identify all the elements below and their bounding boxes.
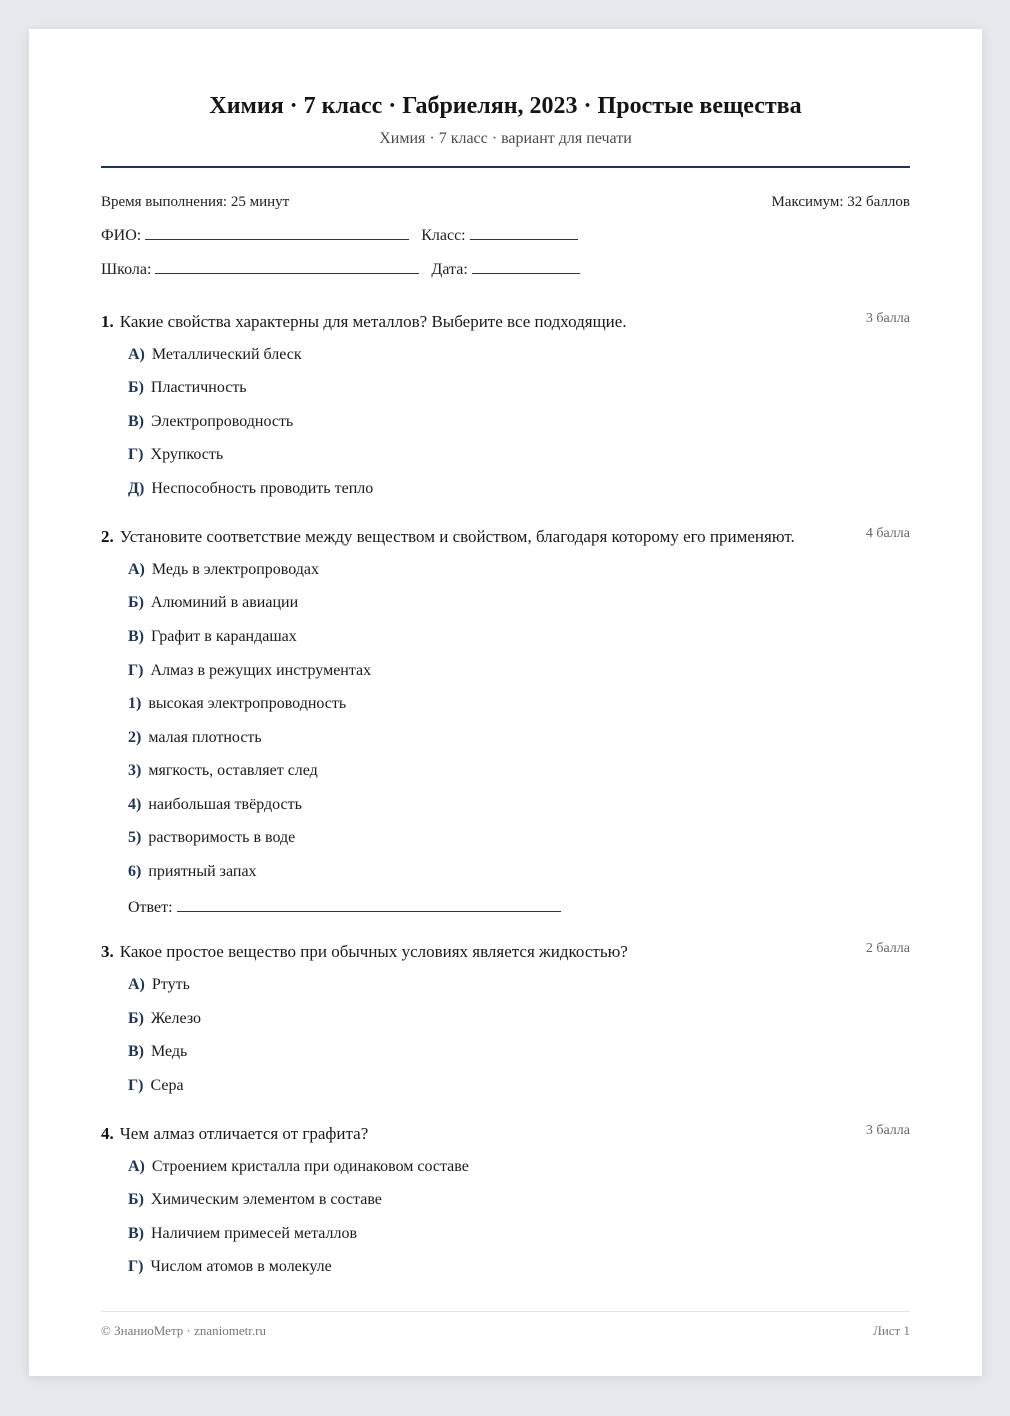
match-property-5 (128, 829, 295, 847)
option-text: Наличием примесей металлов (151, 1225, 358, 1242)
class-field[interactable] (470, 225, 578, 240)
option-v[interactable] (128, 1043, 187, 1061)
option-label: Д) (128, 480, 145, 497)
question-points: 3 балла (865, 311, 910, 326)
option-g[interactable] (128, 1077, 184, 1095)
option-text: приятный запах (148, 863, 257, 880)
option-a[interactable] (128, 346, 302, 364)
option-label: 4) (128, 796, 142, 813)
match-item-b (128, 594, 298, 612)
student-fields-row-1 (101, 225, 590, 245)
option-text: Медь (151, 1043, 188, 1060)
option-g[interactable] (128, 446, 223, 464)
question-points: 4 балла (865, 526, 910, 541)
match-property-3 (128, 762, 318, 780)
date-label: Дата: (431, 261, 468, 278)
option-g[interactable] (128, 1258, 332, 1276)
answer-label: Ответ: (128, 899, 173, 916)
max-score: Максимум: 32 баллов (771, 194, 910, 210)
question-points: 2 балла (865, 941, 910, 956)
option-text: Сера (150, 1077, 184, 1094)
option-label: В) (128, 1043, 144, 1060)
option-text: Алмаз в режущих инструментах (150, 662, 372, 679)
question-header (101, 1123, 910, 1145)
option-text: Медь в электропроводах (151, 561, 319, 578)
question-text: Установите соответствие между веществом и свойством, благодаря которому его применяют. (119, 527, 795, 546)
question-2 (101, 526, 910, 916)
option-label: В) (128, 628, 144, 645)
match-item-v (128, 628, 297, 646)
question-number: 4. (101, 1124, 114, 1143)
option-text: Железо (150, 1010, 202, 1027)
question-1 (101, 311, 910, 497)
option-label: Г) (128, 1258, 144, 1275)
question-header (101, 526, 910, 548)
option-text: растворимость в воде (148, 829, 296, 846)
match-item-g (128, 662, 371, 680)
option-text: Пластичность (150, 379, 247, 396)
question-text: Чем алмаз отличается от графита? (119, 1124, 369, 1143)
option-text: малая плотность (148, 729, 262, 746)
question-text: Какое простое вещество при обычных условиях является жидкостью? (119, 942, 628, 961)
option-d[interactable] (128, 480, 373, 498)
option-label: 1) (128, 695, 142, 712)
class-label: Класс: (421, 227, 466, 244)
match-property-2 (128, 729, 262, 747)
option-a[interactable] (128, 1158, 469, 1176)
option-b[interactable] (128, 379, 247, 397)
meta-row (101, 194, 910, 211)
student-fields-row-2 (101, 259, 592, 279)
option-text: Ртуть (151, 976, 190, 993)
page-subtitle: Химия · 7 класс · вариант для печати (379, 130, 632, 147)
option-label: А) (128, 346, 145, 363)
option-text: высокая электропроводность (148, 695, 347, 712)
question-points: 3 балла (865, 1123, 910, 1138)
question-4 (101, 1123, 910, 1275)
time-limit: Время выполнения: 25 минут (101, 194, 290, 210)
option-text: мягкость, оставляет след (148, 762, 318, 779)
school-label: Школа: (101, 261, 152, 278)
option-label: 5) (128, 829, 142, 846)
option-label: Б) (128, 1191, 144, 1208)
match-property-1 (128, 695, 346, 713)
option-text: Металлический блеск (151, 346, 302, 363)
fio-field[interactable] (145, 225, 409, 240)
answer-field[interactable] (177, 897, 561, 912)
option-b[interactable] (128, 1010, 201, 1028)
match-property-4 (128, 796, 302, 814)
page-title: Химия · 7 класс · Габриелян, 2023 · Простые вещества (209, 93, 802, 119)
option-b[interactable] (128, 1191, 382, 1209)
option-text: Химическим элементом в составе (150, 1191, 382, 1208)
option-label: В) (128, 1225, 144, 1242)
option-text: Неспособность проводить тепло (151, 480, 374, 497)
option-label: Б) (128, 1010, 144, 1027)
match-property-6 (128, 863, 257, 881)
question-number: 3. (101, 942, 114, 961)
title-divider (101, 166, 910, 168)
footer-divider (101, 1311, 910, 1312)
option-text: Алюминий в авиации (150, 594, 299, 611)
option-label: А) (128, 976, 145, 993)
option-label: 3) (128, 762, 142, 779)
match-item-a (128, 561, 319, 579)
date-field[interactable] (472, 259, 580, 274)
option-text: Графит в карандашах (151, 628, 297, 645)
option-label: В) (128, 413, 144, 430)
option-label: Б) (128, 594, 144, 611)
question-header (101, 941, 910, 963)
option-v[interactable] (128, 1225, 357, 1243)
option-text: Электропроводность (151, 413, 294, 430)
option-text: Строением кристалла при одинаковом составе (151, 1158, 469, 1175)
question-number: 1. (101, 312, 114, 331)
option-label: 2) (128, 729, 142, 746)
option-label: Г) (128, 1077, 144, 1094)
option-label: Г) (128, 662, 144, 679)
option-label: А) (128, 561, 145, 578)
school-field[interactable] (155, 259, 419, 274)
option-text: Хрупкость (150, 446, 224, 463)
answer-row (128, 897, 561, 917)
option-label: 6) (128, 863, 142, 880)
option-v[interactable] (128, 413, 293, 431)
question-number: 2. (101, 527, 114, 546)
question-text: Какие свойства характерны для металлов? Выберите все подходящие. (119, 312, 627, 331)
question-3 (101, 941, 910, 1094)
option-label: Б) (128, 379, 144, 396)
question-header (101, 311, 910, 333)
footer-page-number: Лист 1 (873, 1323, 910, 1338)
option-text: наибольшая твёрдость (148, 796, 302, 813)
option-label: А) (128, 1158, 145, 1175)
fio-label: ФИО: (101, 227, 142, 244)
footer-copyright: © ЗнаниоМетр · znaniometr.ru (101, 1323, 266, 1338)
worksheet-page (29, 29, 982, 1376)
option-text: Числом атомов в молекуле (150, 1258, 332, 1275)
option-a[interactable] (128, 976, 190, 994)
option-label: Г) (128, 446, 144, 463)
